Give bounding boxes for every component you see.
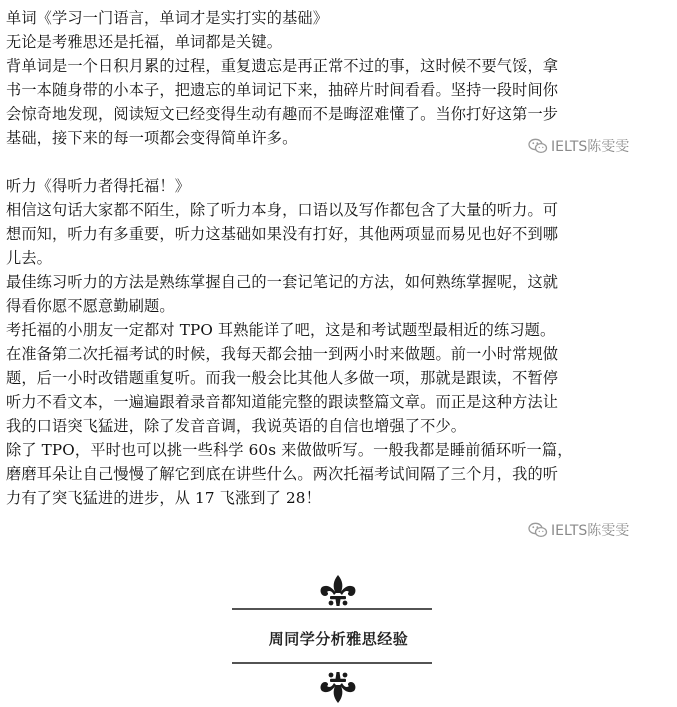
article-line: 书一本随身带的小本子，把遗忘的单词记下来，抽碎片时间看看。坚持一段时间你: [6, 81, 559, 99]
watermark: [528, 520, 629, 540]
article-line: 听力《得听力者得托福！》: [6, 177, 191, 195]
article-line: 无论是考雅思还是托福，单词都是关键。: [6, 33, 283, 51]
fleur-de-lis-icon: [321, 575, 356, 606]
article-line: 题，后一小时改错题重复听。而我一般会比其他人多做一项，那就是跟读，不暂停: [6, 369, 559, 387]
article-line: 基础，接下来的每一项都会变得简单许多。: [6, 129, 298, 147]
article-line: 在准备第二次托福考试的时候，我每天都会抽一到两小时来做题。前一小时常规做: [6, 345, 559, 363]
watermark-text: IELTS陈雯雯: [551, 139, 630, 155]
article-line: 力有了突飞猛进的进步，从 17 飞涨到了 28！: [6, 489, 321, 507]
ornament-bottom: [0, 660, 677, 706]
watermark: [528, 136, 629, 156]
watermark-text: IELTS陈雯雯: [551, 523, 630, 539]
article-line: 会惊奇地发现，阅读短文已经变得生动有趣而不是晦涩难懂了。当你打好这第一步: [6, 105, 559, 123]
article-line: 相信这句话大家都不陌生，除了听力本身，口语以及写作都包含了大量的听力。可: [6, 201, 559, 219]
wechat-icon: [528, 522, 548, 538]
article-line: 单词《学习一门语言，单词才是实打实的基础》: [6, 9, 329, 27]
article-line: 考托福的小朋友一定都对 TPO 耳熟能详了吧，这是和考试题型最相近的练习题。: [6, 321, 556, 339]
article-line: 听力不看文本，一遍遍跟着录音都知道能完整的跟读整篇文章。而正是这种方法让: [6, 393, 559, 411]
article-line: 背单词是一个日积月累的过程，重复遗忘是再正常不过的事，这时候不要气馁，拿: [6, 57, 559, 75]
article-line: 除了 TPO，平时也可以挑一些科学 60s 来做做听写。一般我都是睡前循环听一篇，: [6, 441, 573, 459]
article-body: [6, 6, 672, 510]
fleur-de-lis-icon: [321, 672, 356, 703]
article-line: 儿去。: [6, 249, 53, 267]
wechat-icon: [528, 138, 548, 154]
footer-title: 周同学分析雅思经验: [268, 630, 409, 648]
article-line: 想而知，听力有多重要，听力这基础如果没有打好，其他两项显而易见也好不到哪: [6, 225, 559, 243]
article-line: 得看你愿不愿意勤刷题。: [6, 297, 175, 315]
article-line: 我的口语突飞猛进，除了发音音调，我说英语的自信也增强了不少。: [6, 417, 467, 435]
article-line: 最佳练习听力的方法是熟练掌握自己的一套记笔记的方法，如何熟练掌握呢，这就: [6, 273, 559, 291]
article-line: 磨磨耳朵让自己慢慢了解它到底在讲些什么。两次托福考试间隔了三个月，我的听: [6, 465, 559, 483]
ornament-top: [0, 572, 677, 612]
